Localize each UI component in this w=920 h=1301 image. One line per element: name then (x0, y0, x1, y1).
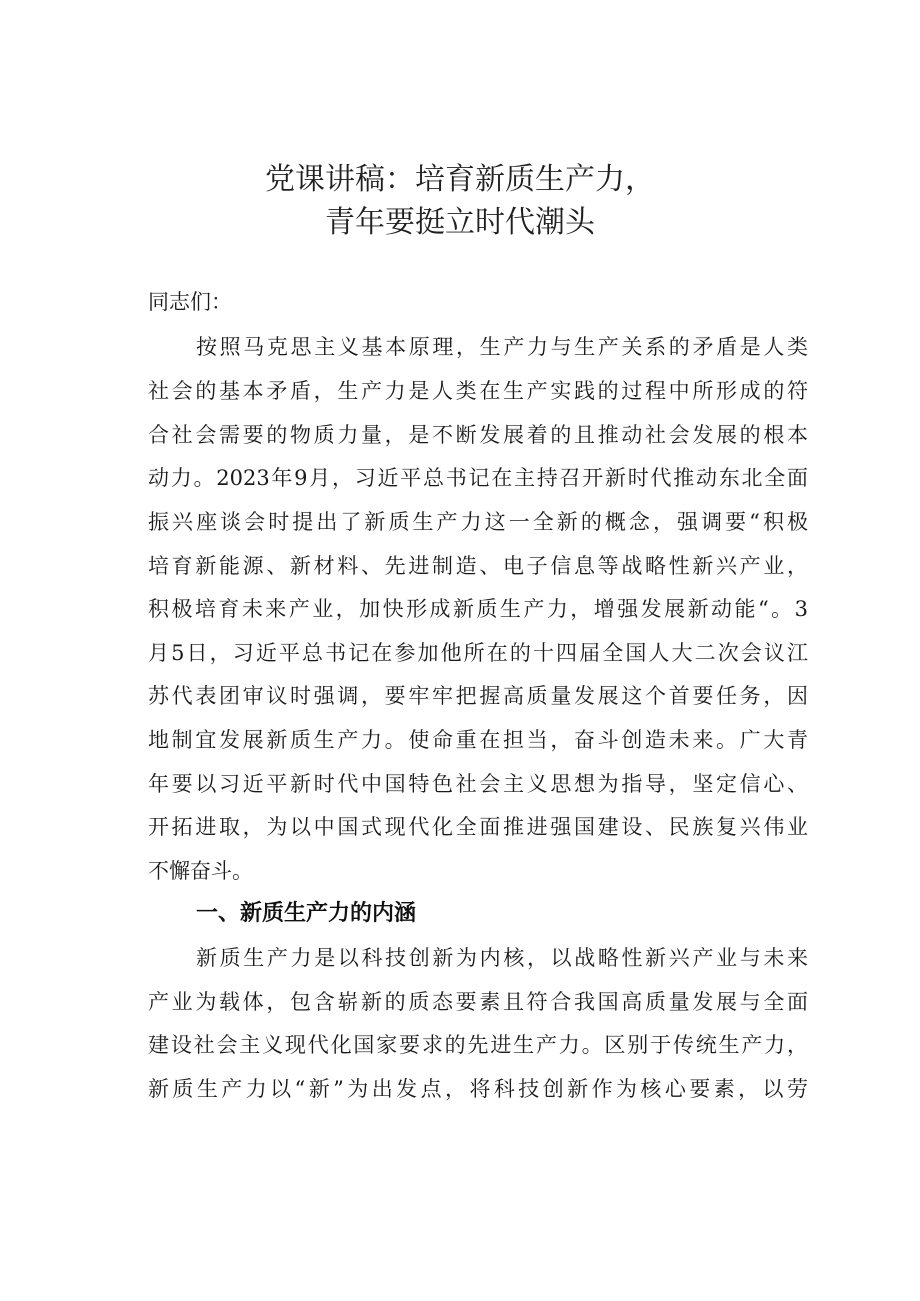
paragraph-2-line: 建设社会主义现代化国家要求的先进生产力。区别于传统生产力， (148, 1033, 808, 1057)
paragraph-1-line: 苏代表团审议时强调，要牢牢把握高质量发展这个首要任务，因 (148, 684, 808, 708)
paragraph-2-line: 新质生产力以“新”为出发点，将科技创新作为核心要素，以劳 (148, 1077, 808, 1101)
paragraph-2-line: 产业为载体，包含崭新的质态要素且符合我国高质量发展与全面 (148, 990, 808, 1014)
salutation: 同志们： (148, 290, 232, 314)
paragraph-1-line: 地制宜发展新质生产力。使命重在担当，奋斗创造未来。广大青 (148, 728, 808, 752)
paragraph-2-line: 新质生产力是以科技创新为内核，以战略性新兴产业与未来 (196, 946, 808, 970)
paragraph-1-line: 按照马克思主义基本原理，生产力与生产关系的矛盾是人类 (196, 335, 808, 359)
document-title-line-2: 青年要挺立时代潮头 (325, 205, 595, 240)
section-1-heading: 一、新质生产力的内涵 (196, 901, 417, 926)
document-title-line-1: 党课讲稿：培育新质生产力， (265, 162, 655, 197)
paragraph-1-line: 培育新能源、新材料、先进制造、电子信息等战略性新兴产业， (148, 554, 808, 578)
paragraph-1-line: 振兴座谈会时提出了新质生产力这一全新的概念，强调要“积极 (148, 510, 808, 534)
paragraph-1-line: 动力。2023年9月，习近平总书记在主持召开新时代推动东北全面 (148, 466, 808, 490)
paragraph-1-line: 积极培育未来产业，加快形成新质生产力，增强发展新动能“。3 (148, 597, 808, 621)
paragraph-1-line: 社会的基本矛盾，生产力是人类在生产实践的过程中所形成的符 (148, 379, 808, 403)
paragraph-1-line: 年要以习近平新时代中国特色社会主义思想为指导，坚定信心、 (148, 772, 808, 796)
paragraph-1-line: 月5日，习近平总书记在参加他所在的十四届全国人大二次会议江 (148, 641, 808, 665)
paragraph-1-line: 合社会需要的物质力量，是不断发展着的且推动社会发展的根本 (148, 423, 808, 447)
paragraph-1-line: 不懈奋斗。 (148, 859, 253, 883)
paragraph-1-line: 开拓进取，为以中国式现代化全面推进强国建设、民族复兴伟业 (148, 815, 808, 839)
